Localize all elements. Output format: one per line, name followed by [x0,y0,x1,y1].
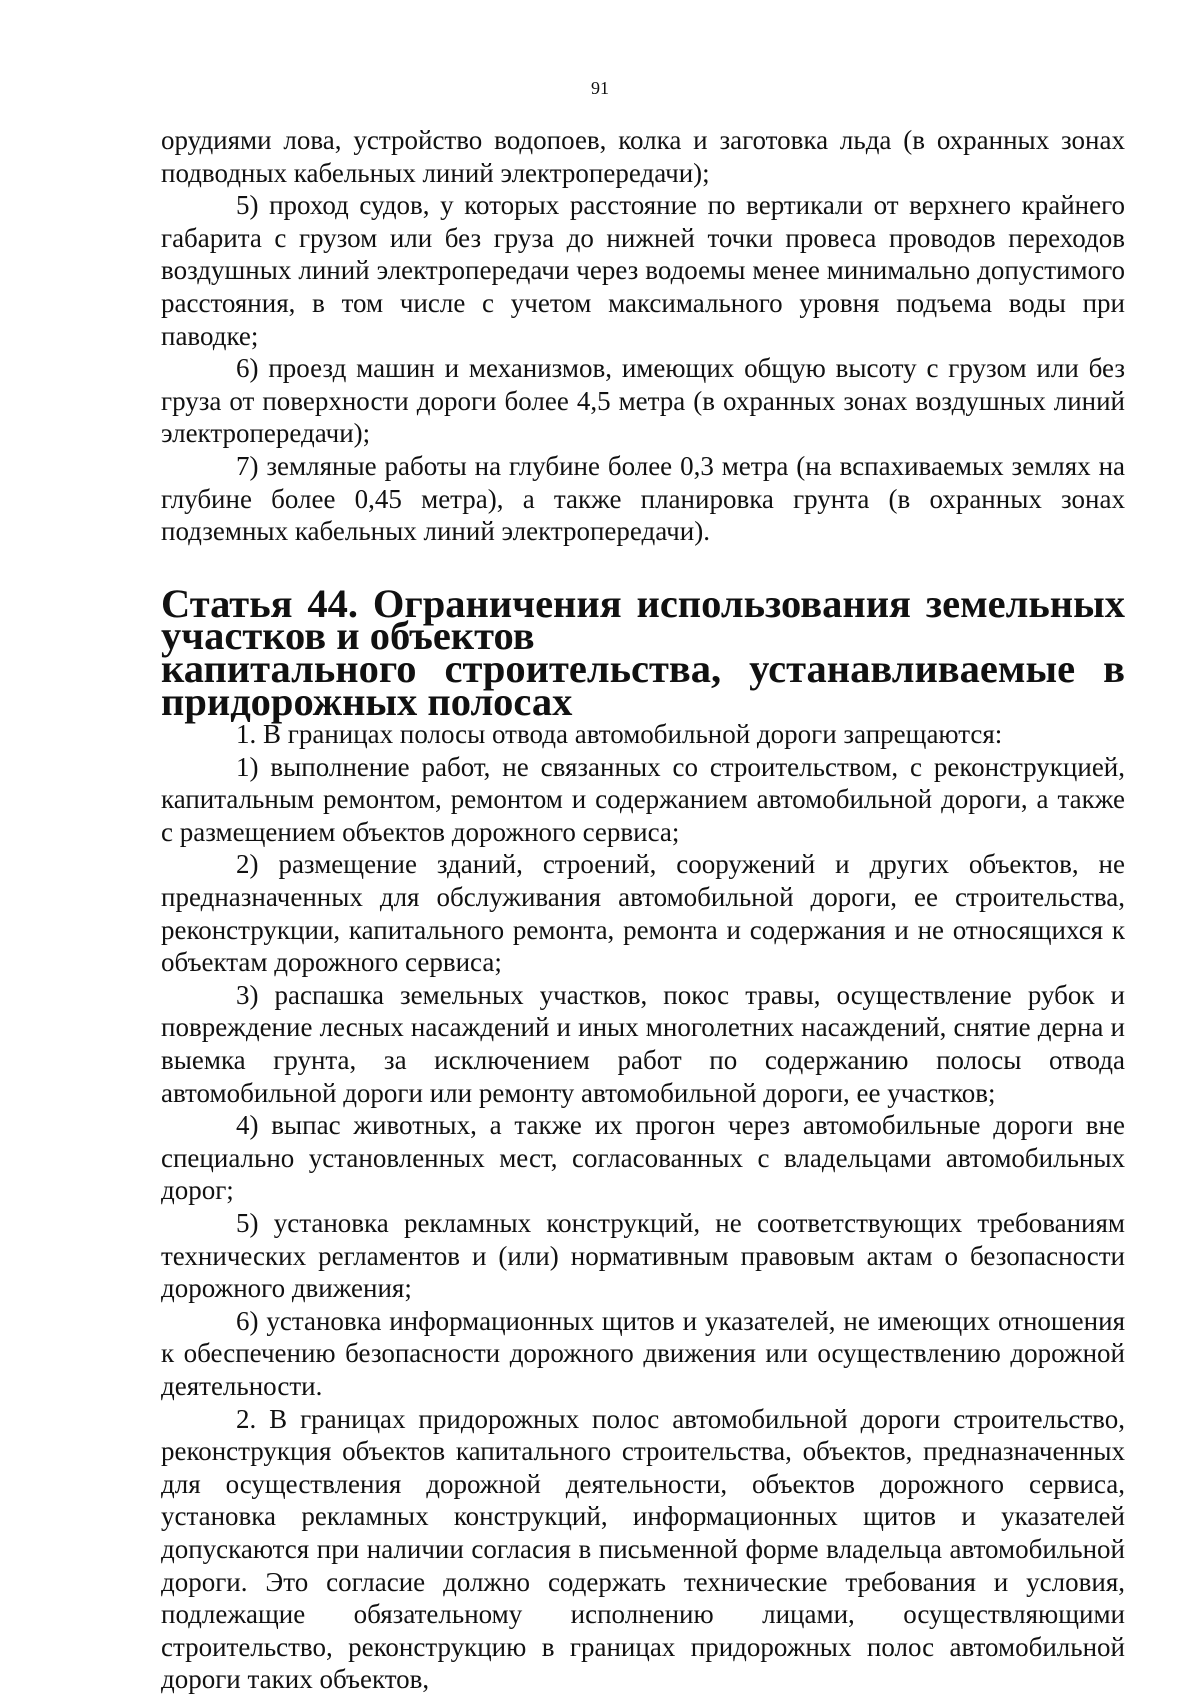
paragraph: 7) земляные работы на глубине более 0,3 метра (на вспахиваемых землях на глубине более 0,45 метра), а также планировка грунта (в охранных зонах подземных кабельных линий электропередачи). [161,450,1125,547]
paragraphs-before-article [161,124,1125,548]
paragraphs-after-article [161,718,1125,1696]
page-content [161,124,1125,1696]
page-number: 91 [591,78,609,98]
paragraph: 1) выполнение работ, не связанных со строительством, с реконструкцией, капитальным ремонтом, ремонтом и содержанием автомобильной дороги, а также с размещением объектов дорожного сервиса; [161,751,1125,847]
paragraph: 5) установка рекламных конструкций, не соответствующих требованиям технических регламентов и (или) нормативным правовым актам о безопасности дорожного движения; [161,1208,1125,1304]
paragraph: орудиями лова, устройство водопоев, колка и заготовка льда (в охранных зонах подводных кабельных линий электропередачи); [161,125,1125,188]
article-44-heading [161,580,1125,724]
paragraph: 6) установка информационных щитов и указателей, не имеющих отношения к обеспечению безопасности дорожного движения или осуществлению дорожной деятельности. [161,1305,1125,1401]
paragraph: 3) распашка земельных участков, покос травы, осуществление рубок и повреждение лесных насаждений и иных многолетних насаждений, снятие дерна и выемка грунта, за исключением работ по содержанию полосы отвода автомобильной дороги или ремонту автомобильной дороги, ее участков; [161,979,1125,1108]
paragraph: 2. В границах придорожных полос автомобильной дороги строительство, реконструкция объектов капитального строительства, объектов, предназначенных для осуществления дорожной деятельности, объектов дорожного сервиса, установка рекламных конструкций, информационных щитов и указателей допускаются при наличии согласия в письменной форме владельца автомобильной дороги. Это согласие должно содержать технические требования и условия, подлежащие обязательному исполнению лицами, осуществляющими строительство, реконструкцию в границах придорожных полос автомобильной дороги таких объектов, [161,1403,1125,1695]
paragraph: 6) проезд машин и механизмов, имеющих общую высоту с грузом или без груза от поверхности дороги более 4,5 метра (в охранных зонах воздушных линий электропередачи); [161,353,1125,449]
paragraph: 5) проход судов, у которых расстояние по вертикали от верхнего крайнего габарита с грузом или без груза до нижней точки провеса проводов переходов воздушных линий электропередачи через водоемы менее минимально допустимого расстояния, в том числе с учетом максимального уровня подъема воды при паводке; [161,190,1125,351]
paragraph: 4) выпас животных, а также их прогон через автомобильные дороги вне специально установленных мест, согласованных с владельцами автомобильных дорог; [161,1110,1125,1206]
paragraph: 2) размещение зданий, строений, сооружений и других объектов, не предназначенных для обслуживания автомобильной дороги, ее строительства, реконструкции, капитального ремонта, ремонта и содержания и не относящихся к объектам дорожного сервиса; [161,849,1125,978]
article-heading-line-1: Статья 44. Ограничения использования земельных участков и объектов [161,580,1125,659]
paragraph: 1. В границах полосы отвода автомобильной дороги запрещаются: [236,719,1003,750]
article-heading-line-2: капитального строительства, устанавливаемые в придорожных полосах [161,645,1125,724]
